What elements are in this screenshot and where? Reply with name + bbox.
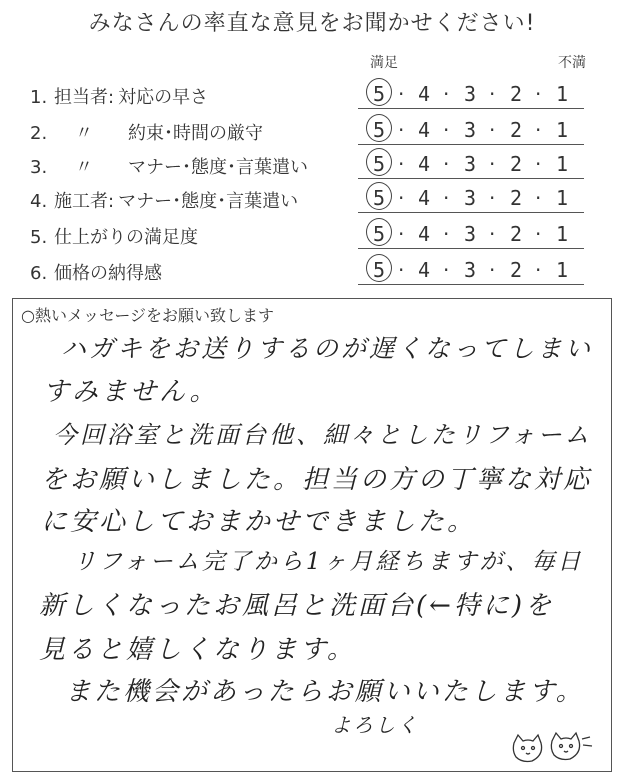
rating-separator: · <box>489 82 496 106</box>
question-number: 2. <box>30 123 48 144</box>
question-row <box>0 150 624 180</box>
rating-underline <box>358 248 584 249</box>
rating-option: 5 <box>373 82 386 106</box>
question-number: 5. <box>30 227 48 248</box>
rating-separator: · <box>443 82 450 106</box>
rating-separator: · <box>398 258 405 282</box>
question-text <box>30 259 162 285</box>
question-text <box>30 83 208 109</box>
rating-option: 2 <box>510 222 523 246</box>
question-number: 3. <box>30 157 48 178</box>
rating-option: 5 <box>373 152 386 176</box>
selected-rating-circle <box>366 114 392 142</box>
rating-separator: · <box>489 118 496 142</box>
rating-option: 1 <box>556 258 569 282</box>
selected-rating-circle <box>366 182 392 210</box>
message-line: 新しくなったお風呂と洗面台(←特に)を <box>39 591 555 621</box>
message-line: をお願いしました。担当の方の丁寧な対応 <box>41 465 593 495</box>
question-row <box>0 116 624 146</box>
rating-option: 2 <box>510 258 523 282</box>
message-heading: ○熱いメッセージをお願い致します <box>21 306 275 325</box>
rating-separator: · <box>535 222 542 246</box>
rating-separator: · <box>398 186 405 210</box>
rating-option: 3 <box>464 152 477 176</box>
rating-option: 1 <box>556 82 569 106</box>
question-text <box>30 119 263 145</box>
rating-separator: · <box>443 118 450 142</box>
rating-option: 3 <box>464 258 477 282</box>
question-prefix: 〃 <box>75 157 93 178</box>
rating-scale <box>366 80 580 108</box>
rating-underline <box>358 284 584 285</box>
rating-underline <box>358 212 584 213</box>
message-line: 今回浴室と洗面台他、細々としたリフォーム <box>53 421 592 449</box>
scale-label-satisfied: 満足 <box>370 55 398 71</box>
message-box <box>12 298 612 772</box>
rating-separator: · <box>398 152 405 176</box>
message-line: ハガキをお送りするのが遅くなってしまい <box>61 334 594 363</box>
rating-option: 5 <box>373 222 386 246</box>
scale-label-unsatisfied: 不満 <box>558 55 586 71</box>
question-text <box>30 223 198 249</box>
rating-separator: · <box>489 222 496 246</box>
question-row <box>0 80 624 110</box>
rating-scale <box>366 116 580 144</box>
question-number: 4. <box>30 191 48 212</box>
rating-separator: · <box>489 258 496 282</box>
question-label: 約束･時間の厳守 <box>128 123 263 144</box>
message-line: リフォーム完了から1ヶ月経ちますが、毎日 <box>73 549 584 575</box>
message-line: 見ると嬉しくなります。 <box>39 635 356 665</box>
rating-option: 3 <box>464 222 477 246</box>
rating-option: 1 <box>556 186 569 210</box>
rating-separator: · <box>443 152 450 176</box>
rating-underline <box>358 108 584 109</box>
rating-separator: · <box>535 118 542 142</box>
rating-option: 2 <box>510 186 523 210</box>
selected-rating-circle <box>366 218 392 246</box>
selected-rating-circle <box>366 148 392 176</box>
question-number: 1. <box>30 87 48 108</box>
rating-option: 1 <box>556 118 569 142</box>
question-row <box>0 220 624 250</box>
rating-option: 4 <box>418 258 431 282</box>
rating-option: 1 <box>556 222 569 246</box>
rating-separator: · <box>398 82 405 106</box>
question-label: マナー･態度･言葉遣い <box>118 191 299 212</box>
selected-rating-circle <box>366 254 392 282</box>
rating-option: 4 <box>418 152 431 176</box>
rating-option: 5 <box>373 186 386 210</box>
rating-option: 5 <box>373 258 386 282</box>
selected-rating-circle <box>366 78 392 106</box>
rating-option: 2 <box>510 82 523 106</box>
message-line: すみません。 <box>43 377 219 407</box>
rating-option: 1 <box>556 152 569 176</box>
rating-option: 5 <box>373 118 386 142</box>
question-text <box>30 187 298 213</box>
rating-separator: · <box>398 222 405 246</box>
question-number: 6. <box>30 263 48 284</box>
question-prefix: 担当者: <box>54 87 115 108</box>
question-text <box>30 153 308 179</box>
rating-separator: · <box>443 258 450 282</box>
rating-option: 4 <box>418 222 431 246</box>
rating-underline <box>358 144 584 145</box>
question-row <box>0 256 624 286</box>
question-row <box>0 184 624 214</box>
rating-underline <box>358 178 584 179</box>
rating-scale <box>366 220 580 248</box>
rating-option: 3 <box>464 118 477 142</box>
survey-title: みなさんの率直な意見をお聞かせください! <box>88 11 536 36</box>
rating-option: 2 <box>510 118 523 142</box>
question-label: 価格の納得感 <box>54 263 162 284</box>
question-label: 仕上がりの満足度 <box>54 227 198 248</box>
signoff-text: よろしく <box>331 713 419 737</box>
question-prefix: 施工者: <box>54 191 115 212</box>
rating-separator: · <box>535 186 542 210</box>
rating-separator: · <box>443 186 450 210</box>
rating-separator: · <box>535 258 542 282</box>
rating-scale <box>366 150 580 178</box>
cat-doodle-icon <box>508 731 598 767</box>
rating-scale <box>366 184 580 212</box>
rating-separator: · <box>535 152 542 176</box>
rating-separator: · <box>443 222 450 246</box>
message-line: また機会があったらお願いいたします。 <box>65 677 585 707</box>
rating-option: 4 <box>418 118 431 142</box>
message-line: に安心しておまかせできました。 <box>41 507 477 537</box>
rating-separator: · <box>535 82 542 106</box>
question-prefix: 〃 <box>75 123 93 144</box>
rating-option: 2 <box>510 152 523 176</box>
rating-scale <box>366 256 580 284</box>
rating-separator: · <box>398 118 405 142</box>
rating-option: 4 <box>418 82 431 106</box>
rating-option: 3 <box>464 82 477 106</box>
rating-separator: · <box>489 186 496 210</box>
question-label: マナー･態度･言葉遣い <box>128 157 308 178</box>
rating-option: 3 <box>464 186 477 210</box>
rating-separator: · <box>489 152 496 176</box>
rating-option: 4 <box>418 186 431 210</box>
question-label: 対応の早さ <box>118 87 209 108</box>
